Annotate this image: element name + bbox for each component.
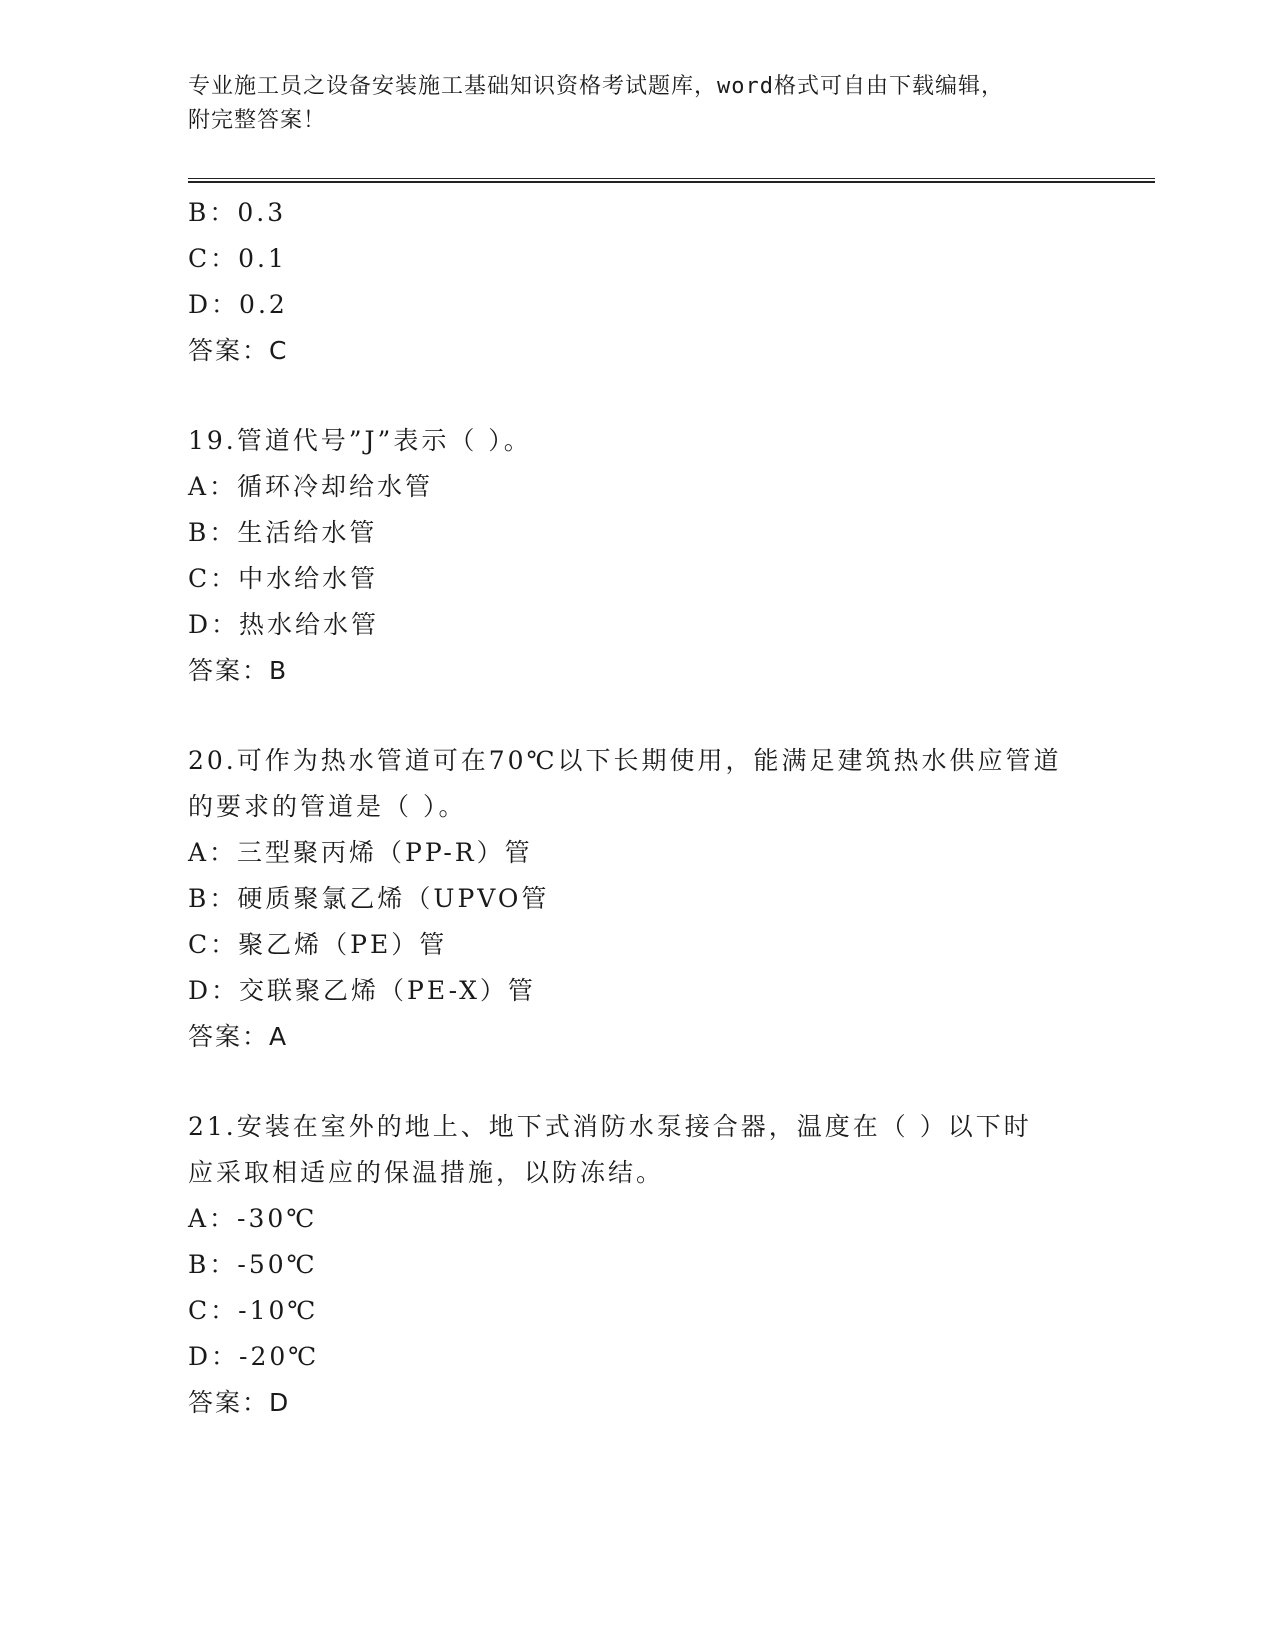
- option-b: B：-50℃: [188, 1250, 318, 1279]
- option-c: C：0.1: [188, 244, 287, 273]
- question-21: [188, 1104, 1088, 1426]
- option-d: D：热水给水管: [188, 610, 380, 639]
- option-b: B：0.3: [188, 198, 287, 227]
- question-18-continuation: [188, 190, 1088, 374]
- option-d: D：-20℃: [188, 1342, 320, 1371]
- question-text-line-2: 的要求的管道是（ ）。: [188, 792, 467, 821]
- answer-line: 答案：B: [188, 656, 289, 685]
- option-a: A：循环冷却给水管: [188, 472, 434, 501]
- question-list: [188, 190, 1088, 1426]
- question-19: [188, 418, 1088, 694]
- answer-line: 答案：C: [188, 336, 289, 365]
- spacer: [188, 1060, 1088, 1104]
- question-20: [188, 738, 1088, 1060]
- option-c: C：中水给水管: [188, 564, 379, 593]
- header-line-2: 附完整答案！: [188, 108, 327, 133]
- spacer: [188, 694, 1088, 738]
- option-c: C：-10℃: [188, 1296, 319, 1325]
- spacer: [188, 374, 1088, 418]
- header-divider: [188, 178, 1155, 183]
- answer-line: 答案：A: [188, 1022, 289, 1051]
- document-header: [188, 70, 1068, 138]
- option-d: D：交联聚乙烯（PE-X）管: [188, 976, 536, 1005]
- question-text-line-1: 20.可作为热水管道可在70℃以下长期使用，能满足建筑热水供应管道: [188, 746, 1062, 775]
- option-d: D：0.2: [188, 290, 288, 319]
- option-a: A：三型聚丙烯（PP-R）管: [188, 838, 533, 867]
- question-text: 19.管道代号”J”表示（ ）。: [188, 426, 532, 455]
- option-b: B：生活给水管: [188, 518, 378, 547]
- option-a: A：-30℃: [188, 1204, 318, 1233]
- header-line-1: 专业施工员之设备安装施工基础知识资格考试题库，word格式可自由下载编辑，: [188, 74, 1004, 99]
- question-text-line-1: 21.安装在室外的地上、地下式消防水泵接合器，温度在（ ）以下时: [188, 1112, 1032, 1141]
- answer-line: 答案：D: [188, 1388, 291, 1417]
- option-b: B：硬质聚氯乙烯（UPVO管: [188, 884, 550, 913]
- question-text-line-2: 应采取相适应的保温措施，以防冻结。: [188, 1158, 665, 1187]
- option-c: C：聚乙烯（PE）管: [188, 930, 448, 959]
